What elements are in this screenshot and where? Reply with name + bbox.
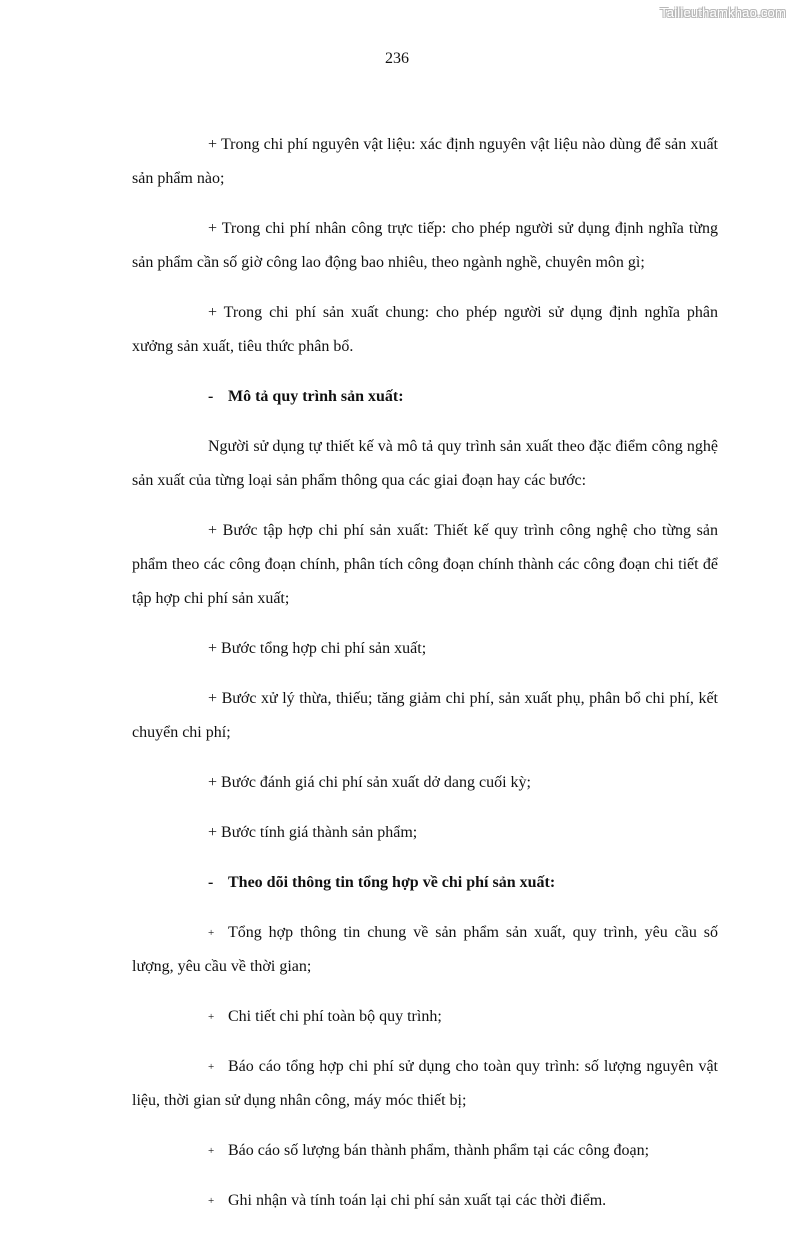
paragraph-labor-cost: + Trong chi phí nhân công trực tiếp: cho phép người sử dụng định nghĩa từng sản phẩm cần số giờ công lao động bao nhiêu, theo ngành nghề, chuyên môn gì; — [132, 220, 718, 271]
paragraph-step-gather: + Bước tập hợp chi phí sản xuất: Thiết kế quy trình công nghệ cho từng sản phẩm theo các công đoạn chính, phân tích công đoạn chính thành các công đoạn chi tiết để tập hợp chi phí sản xuất; — [132, 522, 718, 607]
bullet-text: Tổng hợp thông tin chung về sản phẩm sản xuất, quy trình, yêu cầu số lượng, yêu cầu về thời gian; — [132, 924, 718, 975]
watermark-text: Tailieuthamkhao.com — [660, 5, 786, 20]
heading-dash: - — [208, 388, 214, 405]
heading-dash: - — [208, 874, 214, 891]
plus-bullet-icon: + — [208, 1011, 215, 1023]
bullet-text: Báo cáo tổng hợp chi phí sử dụng cho toàn quy trình: số lượng nguyên vật liệu, thời gian sử dụng nhân công, máy móc thiết bị; — [132, 1058, 718, 1109]
paragraph-step-summary: + Bước tổng hợp chi phí sản xuất; — [208, 640, 427, 657]
heading-text: Theo dõi thông tin tổng hợp về chi phí sản xuất: — [228, 874, 556, 891]
plus-bullet-icon: + — [208, 1061, 215, 1073]
bullet-text: Ghi nhận và tính toán lại chi phí sản xuất tại các thời điểm. — [228, 1192, 607, 1209]
bullet-process-detail — [132, 1000, 718, 1034]
plus-bullet-icon: + — [208, 927, 215, 939]
bullet-summary-report — [132, 1050, 718, 1118]
section-heading-tracking — [132, 866, 718, 900]
plus-bullet-icon: + — [208, 1145, 215, 1157]
paragraph-process-intro: Người sử dụng tự thiết kế và mô tả quy trình sản xuất theo đặc điểm công nghệ sản xuất của từng loại sản phẩm thông qua các giai đoạn hay các bước: — [132, 438, 718, 489]
paragraph-step-costing: + Bước tính giá thành sản phẩm; — [208, 824, 418, 841]
page-number: 236 — [385, 50, 409, 67]
paragraph-material-cost: + Trong chi phí nguyên vật liệu: xác định nguyên vật liệu nào dùng để sản xuất sản phẩm nào; — [132, 136, 718, 187]
bullet-recalculate — [132, 1184, 718, 1218]
bullet-text: Báo cáo số lượng bán thành phẩm, thành phẩm tại các công đoạn; — [228, 1142, 650, 1159]
bullet-text: Chi tiết chi phí toàn bộ quy trình; — [228, 1008, 442, 1025]
section-heading-process — [132, 380, 718, 414]
paragraph-step-adjust: + Bước xử lý thừa, thiếu; tăng giảm chi phí, sản xuất phụ, phân bổ chi phí, kết chuyển chi phí; — [132, 690, 718, 741]
heading-text: Mô tả quy trình sản xuất: — [228, 388, 404, 405]
paragraph-step-wip: + Bước đánh giá chi phí sản xuất dở dang cuối kỳ; — [208, 774, 531, 791]
paragraph-general-cost: + Trong chi phí sản xuất chung: cho phép người sử dụng định nghĩa phân xưởng sản xuất, tiêu thức phân bổ. — [132, 304, 718, 355]
bullet-general-info — [132, 916, 718, 984]
document-body — [132, 128, 718, 1234]
plus-bullet-icon: + — [208, 1195, 215, 1207]
bullet-quantity-report — [132, 1134, 718, 1168]
